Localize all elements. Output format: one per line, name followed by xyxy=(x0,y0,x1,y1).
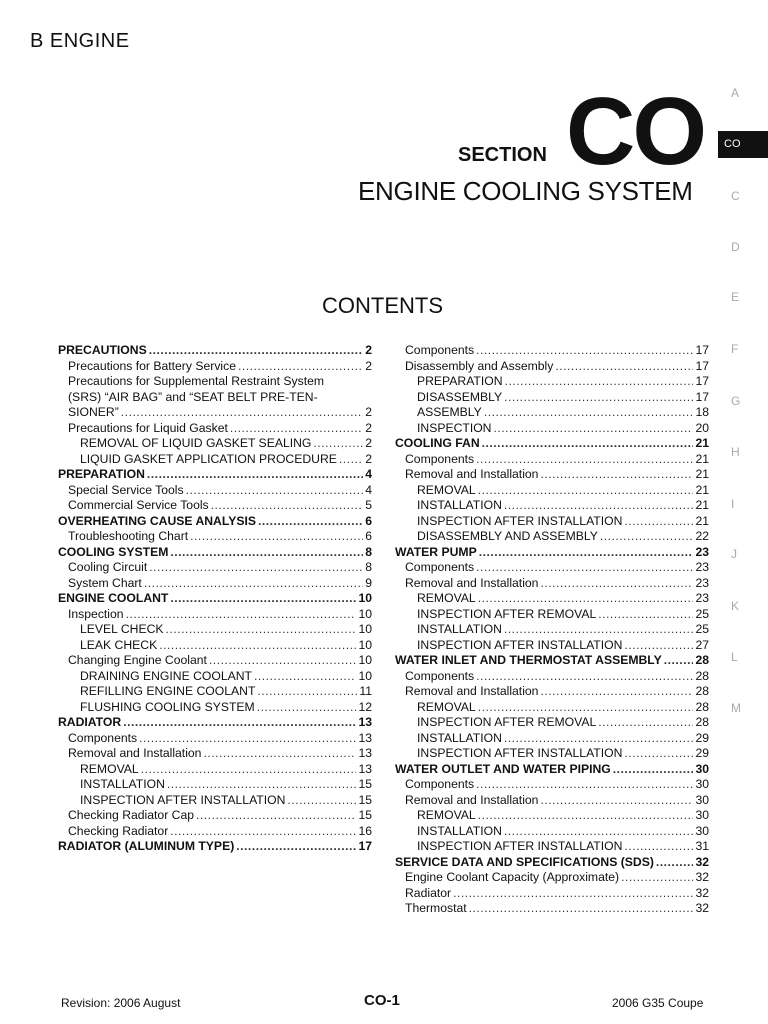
toc-entry[interactable] xyxy=(58,715,372,731)
toc-entry-page: 21 xyxy=(695,436,709,450)
toc-entry[interactable] xyxy=(395,653,709,669)
toc-entry-page: 29 xyxy=(695,730,709,745)
dot-leader xyxy=(123,715,356,731)
toc-entry[interactable] xyxy=(58,514,372,530)
toc-entry-page: 17 xyxy=(695,343,709,357)
toc-entry-page: 28 xyxy=(695,668,709,683)
toc-entry-page: 6 xyxy=(365,513,372,528)
toc-entry-page: 30 xyxy=(695,777,709,791)
toc-entry[interactable] xyxy=(58,421,372,437)
toc-entry-title: LIQUID GASKET APPLICATION PROCEDURE xyxy=(80,451,337,466)
dot-leader xyxy=(478,591,694,607)
toc-entry-title: Removal and Installation xyxy=(405,467,539,481)
toc-entry[interactable] xyxy=(395,746,709,762)
dot-leader xyxy=(203,746,356,762)
side-index-letter[interactable]: C xyxy=(731,189,740,203)
contents-heading: CONTENTS xyxy=(322,293,443,318)
toc-entry[interactable] xyxy=(395,824,709,840)
dot-leader xyxy=(126,607,357,623)
toc-entry-title: PRECAUTIONS xyxy=(58,343,147,357)
toc-entry[interactable] xyxy=(395,870,709,886)
toc-entry[interactable] xyxy=(58,777,372,793)
side-index-letter[interactable]: G xyxy=(731,394,741,408)
toc-entry-page: 2 xyxy=(365,358,372,373)
toc-entry-title: DRAINING ENGINE COOLANT xyxy=(80,668,252,683)
dot-leader xyxy=(159,638,356,654)
dot-leader xyxy=(598,715,693,731)
toc-entry[interactable] xyxy=(395,700,709,716)
dot-leader xyxy=(453,886,693,902)
toc-entry[interactable] xyxy=(58,498,372,514)
toc-entry-page: 2 xyxy=(365,405,372,419)
toc-entry-page: 8 xyxy=(365,560,372,574)
toc-entry-page: 23 xyxy=(695,575,709,590)
dot-leader xyxy=(144,576,363,592)
dot-leader xyxy=(121,405,363,421)
toc-entry[interactable] xyxy=(395,607,709,623)
toc-entry[interactable] xyxy=(395,777,709,793)
toc-entry[interactable] xyxy=(395,591,709,607)
toc-entry-title: ENGINE COOLANT xyxy=(58,591,169,605)
toc-entry-page: 13 xyxy=(358,761,372,776)
toc-entry-title: Components xyxy=(405,777,475,791)
toc-entry-page: 17 xyxy=(695,374,709,388)
toc-entry-page: 5 xyxy=(365,498,372,512)
toc-entry-title: Engine Coolant Capacity (Approximate) xyxy=(405,870,620,884)
side-index-letter[interactable]: J xyxy=(731,547,737,561)
dot-leader xyxy=(147,467,363,483)
toc-entry-title: Changing Engine Coolant xyxy=(68,653,207,667)
dot-leader xyxy=(170,824,356,840)
toc-entry-page: 13 xyxy=(358,746,372,760)
toc-entry-title: Commercial Service Tools xyxy=(68,498,209,512)
toc-entry[interactable] xyxy=(395,762,709,778)
section-code: CO xyxy=(566,78,704,185)
toc-entry[interactable] xyxy=(395,390,709,406)
toc-entry-page: 15 xyxy=(358,792,372,807)
side-index-letter[interactable]: H xyxy=(731,445,740,459)
dot-leader xyxy=(476,560,693,576)
dot-leader xyxy=(540,684,693,700)
dot-leader xyxy=(504,498,694,514)
toc-entry-page: 21 xyxy=(695,451,709,466)
toc-left-column xyxy=(58,343,372,855)
toc-entry-page: 4 xyxy=(365,482,372,497)
toc-entry-page: 29 xyxy=(695,746,709,760)
toc-entry[interactable] xyxy=(395,684,709,700)
side-index-letter[interactable]: K xyxy=(731,599,740,613)
toc-entry-page: 17 xyxy=(358,839,372,853)
toc-entry-page: 23 xyxy=(695,591,709,605)
toc-entry-title: Special Service Tools xyxy=(68,482,184,497)
dot-leader xyxy=(482,436,694,452)
toc-entry-title: Components xyxy=(68,730,138,745)
toc-entry-title: INSPECTION AFTER INSTALLATION xyxy=(80,792,286,807)
toc-entry[interactable] xyxy=(58,793,372,809)
dot-leader xyxy=(504,731,694,747)
toc-entry[interactable] xyxy=(58,343,372,359)
toc-entry[interactable] xyxy=(58,405,372,421)
toc-entry-title: INSTALLATION xyxy=(417,823,502,838)
dot-leader xyxy=(598,607,693,623)
side-index-letter[interactable]: D xyxy=(731,240,740,254)
toc-entry[interactable] xyxy=(58,638,372,654)
toc-right-column xyxy=(395,343,709,917)
toc-entry-page: 20 xyxy=(695,420,709,435)
dot-leader xyxy=(613,762,694,778)
toc-entry[interactable] xyxy=(395,436,709,452)
toc-entry[interactable] xyxy=(395,808,709,824)
toc-entry-page: 25 xyxy=(695,622,709,636)
dot-leader xyxy=(258,514,363,530)
section-group-header: B ENGINE xyxy=(30,30,130,52)
toc-entry-title: REMOVAL xyxy=(417,808,476,822)
toc-entry[interactable] xyxy=(58,731,372,747)
toc-entry-title: Precautions for Battery Service xyxy=(68,358,236,373)
dot-leader xyxy=(141,762,357,778)
side-index-letter[interactable]: M xyxy=(731,701,741,715)
toc-entry[interactable] xyxy=(395,793,709,809)
toc-entry[interactable] xyxy=(395,483,709,499)
dot-leader xyxy=(476,669,693,685)
dot-leader xyxy=(504,824,694,840)
toc-entry-page: 30 xyxy=(695,808,709,822)
toc-entry-title: Components xyxy=(405,668,475,683)
toc-entry-title: RADIATOR (ALUMINUM TYPE) xyxy=(58,839,235,853)
side-index-letter[interactable]: L xyxy=(731,650,738,664)
toc-entry-title: INSTALLATION xyxy=(417,498,502,512)
toc-entry[interactable] xyxy=(395,374,709,390)
toc-entry[interactable] xyxy=(395,669,709,685)
dot-leader xyxy=(167,777,357,793)
toc-entry-page: 10 xyxy=(358,653,372,667)
toc-entry[interactable] xyxy=(395,467,709,483)
section-title: ENGINE COOLING SYSTEM xyxy=(358,176,693,206)
dot-leader xyxy=(186,483,364,499)
toc-entry[interactable] xyxy=(58,669,372,685)
toc-entry-title: Components xyxy=(405,451,475,466)
toc-entry-title: Thermostat xyxy=(405,901,467,915)
side-index-letter[interactable]: E xyxy=(731,290,740,304)
dot-leader xyxy=(254,669,356,685)
toc-entry-title: COOLING FAN xyxy=(395,436,480,450)
toc-entry-page: 10 xyxy=(358,622,372,636)
toc-entry-title: Removal and Installation xyxy=(405,575,539,590)
dot-leader xyxy=(504,390,693,406)
toc-entry[interactable] xyxy=(58,560,372,576)
toc-entry-page: 27 xyxy=(695,637,709,652)
dot-leader xyxy=(257,684,357,700)
dot-leader xyxy=(504,622,694,638)
toc-entry-page: 6 xyxy=(365,529,372,543)
dot-leader xyxy=(540,576,693,592)
toc-entry-page: 15 xyxy=(358,777,372,791)
dot-leader xyxy=(478,483,694,499)
toc-entry-page: 32 xyxy=(695,870,709,884)
toc-entry[interactable] xyxy=(58,684,372,700)
toc-entry-title: Checking Radiator xyxy=(68,823,169,838)
toc-entry-title: INSPECTION AFTER REMOVAL xyxy=(417,715,597,729)
toc-entry[interactable] xyxy=(58,762,372,778)
dot-leader xyxy=(624,839,693,855)
toc-entry-page: 22 xyxy=(695,529,709,543)
toc-entry-page: 30 xyxy=(695,761,709,776)
toc-entry-title: Precautions for Supplemental Restraint System xyxy=(68,374,325,388)
side-index-letter[interactable]: I xyxy=(731,497,735,511)
toc-entry-title: INSPECTION AFTER INSTALLATION xyxy=(417,839,623,853)
toc-entry-title: Inspection xyxy=(68,606,124,621)
dot-leader xyxy=(624,514,693,530)
toc-entry-title: REFILLING ENGINE COOLANT xyxy=(80,684,256,698)
dot-leader xyxy=(494,421,694,437)
toc-entry[interactable] xyxy=(395,855,709,871)
toc-entry-page: 21 xyxy=(695,467,709,481)
toc-entry-title: LEVEL CHECK xyxy=(80,622,164,636)
toc-entry[interactable] xyxy=(58,746,372,762)
toc-entry[interactable] xyxy=(58,467,372,483)
toc-entry[interactable] xyxy=(395,529,709,545)
dot-leader xyxy=(230,421,363,437)
toc-entry-page: 2 xyxy=(365,451,372,466)
dot-leader xyxy=(236,839,356,855)
toc-entry-title: WATER PUMP xyxy=(395,544,477,559)
toc-entry[interactable] xyxy=(395,498,709,514)
toc-entry[interactable] xyxy=(58,390,372,406)
toc-entry[interactable] xyxy=(395,901,709,917)
toc-entry-page: 12 xyxy=(358,699,372,714)
toc-entry-page: 28 xyxy=(695,715,709,729)
dot-leader xyxy=(339,452,363,468)
dot-leader xyxy=(624,746,693,762)
toc-entry-page: 23 xyxy=(695,544,709,559)
dot-leader xyxy=(139,731,356,747)
toc-entry-page: 2 xyxy=(365,420,372,435)
dot-leader xyxy=(287,793,356,809)
dot-leader xyxy=(149,560,363,576)
dot-leader xyxy=(469,901,694,917)
toc-entry-page: 17 xyxy=(695,389,709,404)
toc-entry-page: 2 xyxy=(365,436,372,450)
dot-leader xyxy=(170,545,363,561)
dot-leader xyxy=(624,638,693,654)
toc-entry[interactable] xyxy=(58,824,372,840)
toc-entry[interactable] xyxy=(58,576,372,592)
toc-entry[interactable] xyxy=(58,483,372,499)
toc-entry-page: 9 xyxy=(365,575,372,590)
toc-entry-page: 28 xyxy=(695,699,709,714)
toc-entry-page: 8 xyxy=(365,544,372,559)
toc-entry-page: 17 xyxy=(695,358,709,373)
dot-leader xyxy=(484,405,694,421)
toc-entry-title: SIONER” xyxy=(68,405,119,419)
toc-entry-title: Components xyxy=(405,560,475,574)
toc-entry[interactable] xyxy=(58,622,372,638)
toc-entry-page: 10 xyxy=(358,606,372,621)
toc-entry-title: Removal and Installation xyxy=(68,746,202,760)
toc-entry[interactable] xyxy=(395,622,709,638)
toc-entry-title: REMOVAL xyxy=(417,591,476,605)
toc-entry-title: DISASSEMBLY xyxy=(417,389,503,404)
toc-entry-page: 11 xyxy=(359,684,372,698)
toc-entry[interactable] xyxy=(395,405,709,421)
dot-leader xyxy=(540,467,693,483)
toc-entry-title: ASSEMBLY xyxy=(417,405,482,419)
toc-entry-page: 32 xyxy=(695,901,709,915)
dot-leader xyxy=(238,359,363,375)
toc-entry[interactable] xyxy=(395,576,709,592)
footer-page-number: CO-1 xyxy=(364,992,400,1009)
toc-entry-title: Checking Radiator Cap xyxy=(68,808,195,822)
toc-entry-title: INSPECTION AFTER INSTALLATION xyxy=(417,637,623,652)
footer-revision: Revision: 2006 August xyxy=(61,996,181,1010)
side-index-letter[interactable]: A xyxy=(731,86,740,100)
toc-entry-page: 30 xyxy=(695,823,709,838)
toc-entry-page: 28 xyxy=(695,653,709,667)
toc-entry[interactable] xyxy=(395,421,709,437)
toc-entry-page: 10 xyxy=(358,637,372,652)
dot-leader xyxy=(149,343,364,359)
dot-leader xyxy=(479,545,694,561)
dot-leader xyxy=(166,622,357,638)
toc-entry-title: WATER INLET AND THERMOSTAT ASSEMBLY xyxy=(395,653,662,667)
toc-entry[interactable] xyxy=(58,607,372,623)
toc-entry-page: 13 xyxy=(358,715,372,729)
toc-entry[interactable] xyxy=(395,638,709,654)
toc-entry-title: DISASSEMBLY AND ASSEMBLY xyxy=(417,529,598,543)
toc-entry-page: 15 xyxy=(358,808,372,822)
toc-entry[interactable] xyxy=(58,374,372,390)
toc-entry-page: 32 xyxy=(695,885,709,900)
toc-entry[interactable] xyxy=(58,700,372,716)
toc-entry-page: 30 xyxy=(695,792,709,807)
toc-entry-title: INSPECTION AFTER INSTALLATION xyxy=(417,746,623,760)
dot-leader xyxy=(478,700,694,716)
toc-entry[interactable] xyxy=(395,343,709,359)
section-label: SECTION xyxy=(458,144,547,166)
toc-entry-title: Radiator xyxy=(405,885,452,900)
dot-leader xyxy=(313,436,363,452)
toc-entry[interactable] xyxy=(395,715,709,731)
dot-leader xyxy=(476,452,693,468)
toc-entry-title: REMOVAL xyxy=(80,761,139,776)
dot-leader xyxy=(540,793,693,809)
dot-leader xyxy=(478,808,694,824)
dot-leader xyxy=(257,700,357,716)
toc-entry[interactable] xyxy=(395,514,709,530)
toc-entry-page: 16 xyxy=(358,823,372,838)
toc-entry[interactable] xyxy=(58,545,372,561)
toc-entry-page: 21 xyxy=(695,513,709,528)
toc-entry-page: 13 xyxy=(358,730,372,745)
toc-entry[interactable] xyxy=(395,839,709,855)
toc-entry-page: 32 xyxy=(695,854,709,869)
toc-entry[interactable] xyxy=(58,452,372,468)
toc-entry[interactable] xyxy=(58,529,372,545)
toc-entry-title: PREPARATION xyxy=(417,374,503,388)
toc-entry[interactable] xyxy=(395,359,709,375)
toc-entry-title: REMOVAL xyxy=(417,482,476,497)
dot-leader xyxy=(664,653,694,669)
toc-entry-title: Troubleshooting Chart xyxy=(68,529,189,543)
toc-entry[interactable] xyxy=(58,591,372,607)
dot-leader xyxy=(196,808,356,824)
dot-leader xyxy=(211,498,364,514)
toc-entry-title: INSPECTION AFTER INSTALLATION xyxy=(417,513,623,528)
toc-entry-page: 10 xyxy=(358,668,372,683)
toc-entry-page: 28 xyxy=(695,684,709,698)
toc-entry-title: REMOVAL OF LIQUID GASKET SEALING xyxy=(80,436,312,450)
toc-entry-title: WATER OUTLET AND WATER PIPING xyxy=(395,761,611,776)
toc-entry-title: SERVICE DATA AND SPECIFICATIONS (SDS) xyxy=(395,854,654,869)
toc-entry-title: Disassembly and Assembly xyxy=(405,358,554,373)
dot-leader xyxy=(656,855,694,871)
toc-entry-title: LEAK CHECK xyxy=(80,637,158,652)
toc-entry-title: PREPARATION xyxy=(58,467,145,481)
toc-entry-title: INSPECTION AFTER REMOVAL xyxy=(417,606,597,621)
toc-entry-title: REMOVAL xyxy=(417,699,476,714)
toc-entry[interactable] xyxy=(395,545,709,561)
toc-entry-page: 21 xyxy=(695,482,709,497)
dot-leader xyxy=(476,343,693,359)
toc-entry-title: Removal and Installation xyxy=(405,792,539,807)
side-index-letter[interactable]: F xyxy=(731,342,739,356)
toc-entry-title: INSPECTION xyxy=(417,420,492,435)
dot-leader xyxy=(190,529,363,545)
toc-entry[interactable] xyxy=(395,452,709,468)
toc-entry-page: 23 xyxy=(695,560,709,574)
toc-entry[interactable] xyxy=(58,839,372,855)
toc-entry-title: (SRS) “AIR BAG” and “SEAT BELT PRE-TEN- xyxy=(68,389,318,404)
dot-leader xyxy=(621,870,693,886)
toc-entry-title: System Chart xyxy=(68,575,142,590)
toc-entry-page: 31 xyxy=(695,839,709,853)
toc-entry[interactable] xyxy=(58,653,372,669)
dot-leader xyxy=(555,359,693,375)
toc-entry-title: COOLING SYSTEM xyxy=(58,544,169,559)
dot-leader xyxy=(476,777,693,793)
toc-entry-title: OVERHEATING CAUSE ANALYSIS xyxy=(58,513,256,528)
toc-entry[interactable] xyxy=(395,886,709,902)
toc-entry-page: 4 xyxy=(365,467,372,481)
toc-entry[interactable] xyxy=(58,359,372,375)
toc-entry-page: 10 xyxy=(358,591,372,605)
toc-entry-title: Precautions for Liquid Gasket xyxy=(68,420,228,435)
footer-model: 2006 G35 Coupe xyxy=(612,996,704,1010)
toc-entry[interactable] xyxy=(58,436,372,452)
toc-entry-title: Components xyxy=(405,343,475,357)
dot-leader xyxy=(600,529,694,545)
dot-leader xyxy=(209,653,357,669)
toc-entry-page: 2 xyxy=(365,343,372,357)
toc-entry-title: INSTALLATION xyxy=(80,777,165,791)
toc-entry-page: 25 xyxy=(695,606,709,621)
dot-leader xyxy=(170,591,356,607)
toc-entry-title: RADIATOR xyxy=(58,715,122,729)
toc-entry-title: Cooling Circuit xyxy=(68,560,148,574)
toc-entry-page: 18 xyxy=(695,405,709,419)
toc-entry-title: INSTALLATION xyxy=(417,622,502,636)
dot-leader xyxy=(505,374,694,390)
toc-entry-page: 21 xyxy=(695,498,709,512)
toc-entry-title: Removal and Installation xyxy=(405,684,539,698)
side-index-active-tab[interactable]: CO xyxy=(718,131,768,158)
toc-entry[interactable] xyxy=(58,808,372,824)
toc-entry-title: FLUSHING COOLING SYSTEM xyxy=(80,699,255,714)
toc-entry[interactable] xyxy=(395,560,709,576)
toc-entry-title: INSTALLATION xyxy=(417,730,502,745)
toc-entry[interactable] xyxy=(395,731,709,747)
